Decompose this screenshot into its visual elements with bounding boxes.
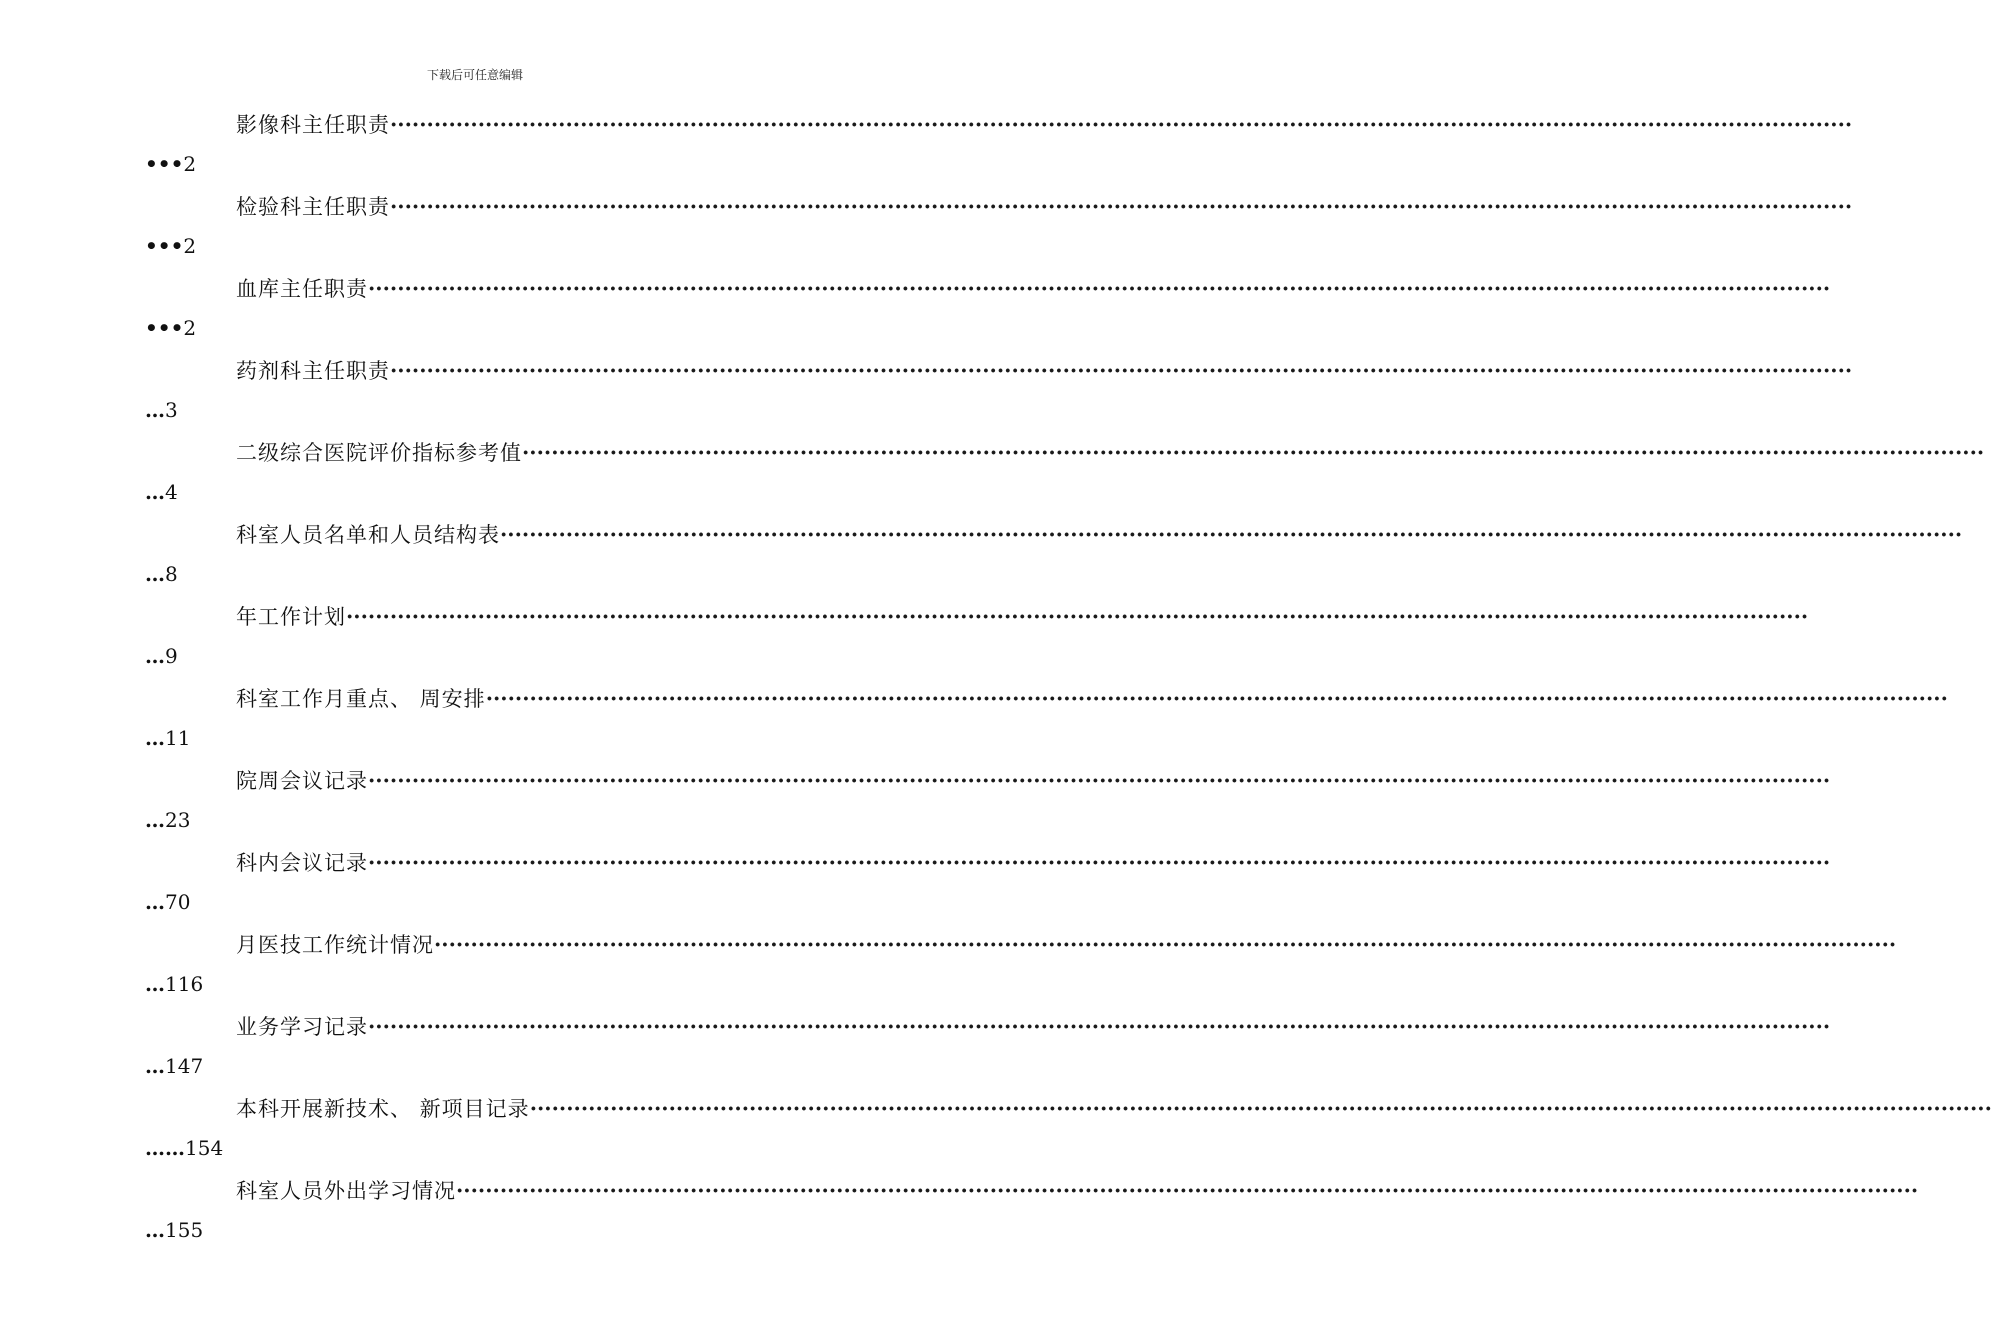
dot-leader: ········································································································································································································ <box>434 931 1897 957</box>
toc-entry-page <box>145 228 196 264</box>
page-number: 2 <box>183 234 197 258</box>
page-number: 4 <box>165 480 178 504</box>
toc-entry <box>0 514 1963 596</box>
header-note: 下载后可任意编辑 <box>426 68 523 82</box>
page-dot-leader: ••• <box>145 152 184 176</box>
toc-entry-title: 科室人员名单和人员结构表 <box>236 523 500 547</box>
toc-entry-title: 科室工作月重点、 周安排 <box>236 687 486 711</box>
dot-leader: ········································································································································································································ <box>368 767 1831 793</box>
page-number: 155 <box>165 1218 204 1242</box>
toc-entry-title: 药剂科主任职责 <box>236 359 390 383</box>
toc-entry-line[interactable] <box>236 514 1963 554</box>
toc-entry-title: 影像科主任职责 <box>236 113 390 137</box>
toc-entry-title: 血库主任职责 <box>236 277 368 301</box>
toc-entry-title: 年工作计划 <box>236 605 346 629</box>
toc-entry <box>0 924 1897 1006</box>
toc-entry-title: 检验科主任职责 <box>236 195 390 219</box>
page-number: 9 <box>165 644 178 668</box>
toc-entry <box>0 350 1853 432</box>
toc-entry-line[interactable] <box>236 1170 1919 1210</box>
toc-entry-title: 院周会议记录 <box>236 769 368 793</box>
toc-entry-title: 科室人员外出学习情况 <box>236 1179 456 1203</box>
toc-entry-page <box>145 392 178 428</box>
toc-entry <box>0 268 1831 350</box>
toc-entry-line[interactable] <box>236 596 1809 636</box>
toc-entry-page <box>145 1130 223 1166</box>
toc-entry-title: 月医技工作统计情况 <box>236 933 434 957</box>
dot-leader: ········································································································································································································ <box>390 193 1853 219</box>
toc-entry-title: 二级综合医院评价指标参考值 <box>236 441 522 465</box>
toc-entry-page <box>145 720 190 756</box>
page-number: 70 <box>165 890 191 914</box>
toc-entry <box>0 1006 1831 1088</box>
toc-entry-line[interactable] <box>236 186 1853 226</box>
page-dot-leader: … <box>145 1218 165 1242</box>
page-dot-leader: … <box>145 1054 165 1078</box>
page-number: 23 <box>165 808 191 832</box>
toc-entry-line[interactable] <box>236 760 1831 800</box>
toc-entry-line[interactable] <box>236 924 1897 964</box>
page-dot-leader: …… <box>145 1136 185 1160</box>
toc-entry-line[interactable] <box>236 1006 1831 1046</box>
toc-entry-line[interactable] <box>236 1088 1992 1128</box>
toc-entry <box>0 432 1985 514</box>
toc-entry <box>0 842 1831 924</box>
toc-entry-page <box>145 474 178 510</box>
toc-entry-page <box>145 884 190 920</box>
table-of-contents <box>0 104 1992 1252</box>
page-dot-leader: … <box>145 644 165 668</box>
page-number: 116 <box>165 972 204 996</box>
toc-entry-title: 本科开展新技术、 新项目记录 <box>236 1097 530 1121</box>
dot-leader: ········································································································································································································ <box>390 111 1853 137</box>
toc-entry-title: 业务学习记录 <box>236 1015 368 1039</box>
toc-entry-title: 科内会议记录 <box>236 851 368 875</box>
dot-leader: ········································································································································································································ <box>368 849 1831 875</box>
toc-entry-page <box>145 966 203 1002</box>
page-number: 3 <box>165 398 178 422</box>
dot-leader: ········································································································································································································ <box>485 685 1948 711</box>
dot-leader: ········································································································································································································ <box>390 357 1853 383</box>
dot-leader: ········································································································································································································ <box>368 1013 1831 1039</box>
dot-leader: ········································································································································································································ <box>456 1177 1919 1203</box>
dot-leader: ········································································································································································································ <box>522 439 1985 465</box>
dot-leader: ········································································································································································································ <box>529 1095 1992 1121</box>
page-dot-leader: … <box>145 890 165 914</box>
page-dot-leader: … <box>145 972 165 996</box>
page-dot-leader: … <box>145 562 165 586</box>
page-dot-leader: … <box>145 726 165 750</box>
page-dot-leader: ••• <box>145 234 184 258</box>
toc-entry-page <box>145 310 196 346</box>
page-number: 2 <box>183 152 197 176</box>
toc-entry-page <box>145 1048 203 1084</box>
toc-entry-line[interactable] <box>236 350 1853 390</box>
page-number: 147 <box>165 1054 204 1078</box>
toc-entry-line[interactable] <box>236 104 1853 144</box>
toc-entry-page <box>145 1212 203 1248</box>
dot-leader: ········································································································································································································ <box>346 603 1809 629</box>
toc-entry-page <box>145 802 190 838</box>
toc-entry <box>0 596 1809 678</box>
toc-entry <box>0 1088 1992 1170</box>
page-number: 2 <box>183 316 197 340</box>
toc-entry <box>0 104 1853 186</box>
toc-entry-line[interactable] <box>236 842 1831 882</box>
toc-entry <box>0 186 1853 268</box>
toc-entry <box>0 760 1831 842</box>
toc-entry-page <box>145 146 196 182</box>
toc-entry <box>0 1170 1919 1252</box>
toc-entry-line[interactable] <box>236 268 1831 308</box>
toc-entry-line[interactable] <box>236 678 1948 718</box>
page-dot-leader: ••• <box>145 316 184 340</box>
toc-entry <box>0 678 1948 760</box>
page-number: 154 <box>185 1136 224 1160</box>
page-dot-leader: … <box>145 398 165 422</box>
toc-entry-page <box>145 556 178 592</box>
toc-entry-line[interactable] <box>236 432 1985 472</box>
page-dot-leader: … <box>145 480 165 504</box>
toc-entry-page <box>145 638 178 674</box>
page-dot-leader: … <box>145 808 165 832</box>
page-number: 11 <box>165 726 191 750</box>
page-number: 8 <box>165 562 178 586</box>
dot-leader: ········································································································································································································ <box>368 275 1831 301</box>
dot-leader: ········································································································································································································ <box>500 521 1963 547</box>
